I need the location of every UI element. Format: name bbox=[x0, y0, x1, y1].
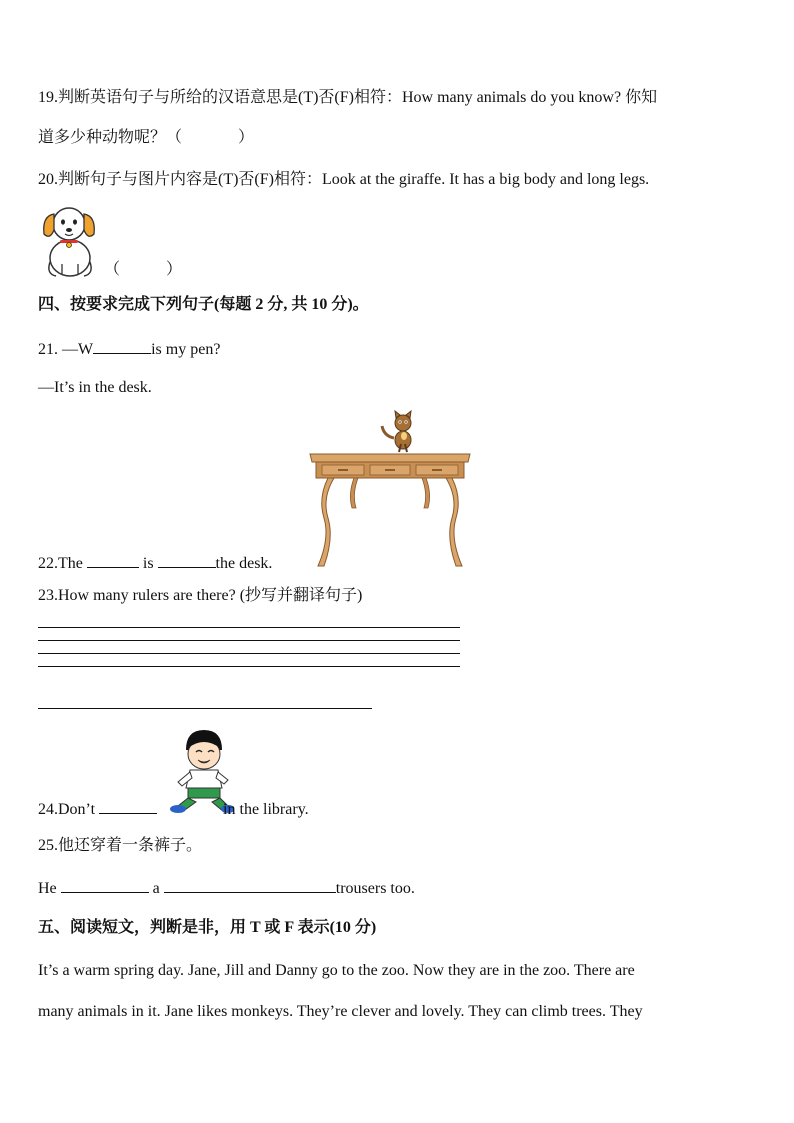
q20-paren-open: （ bbox=[104, 261, 121, 278]
q19-line1: 19.判断英语句子与所给的汉语意思是(T)否(F)相符：How many animals do you know? 你知 bbox=[38, 89, 658, 106]
q23-writing-line-3[interactable] bbox=[38, 653, 460, 654]
q25-question: 25.他还穿着一条裤子。 bbox=[38, 837, 203, 854]
cat-icon bbox=[382, 411, 411, 452]
q22-question bbox=[38, 552, 272, 574]
q20-paren-close: ） bbox=[166, 261, 183, 278]
q23-writing-line-1[interactable] bbox=[38, 627, 460, 628]
q20-answer-paren bbox=[104, 260, 182, 280]
q22-blank-1[interactable] bbox=[87, 552, 139, 568]
q21-answer: —It’s in the desk. bbox=[38, 379, 152, 396]
q24-question bbox=[38, 798, 309, 820]
desk-cat-image bbox=[306, 408, 474, 568]
passage-line-1: It’s a warm spring day. Jane, Jill and Danny go to the zoo. Now they are in the zoo. There are bbox=[38, 962, 635, 979]
q20-text: 20.判断句子与图片内容是(T)否(F)相符：Look at the giraffe. It has a big body and long legs. bbox=[38, 171, 650, 188]
passage-line-2: many animals in it. Jane likes monkeys. They’re clever and lovely. They can climb trees. They bbox=[38, 1003, 643, 1020]
q21-prefix: 21. —W bbox=[38, 341, 94, 358]
q24-blank[interactable] bbox=[99, 798, 157, 814]
q24-part2: in the library. bbox=[223, 801, 309, 818]
q23-writing-line-4[interactable] bbox=[38, 666, 460, 667]
q21-question bbox=[38, 338, 220, 360]
q22-part1: 22.The bbox=[38, 555, 87, 572]
q25-part2: a bbox=[152, 880, 164, 897]
q19-paren-close: ） bbox=[238, 129, 255, 146]
q21-blank[interactable] bbox=[93, 338, 151, 354]
q25-sentence bbox=[38, 877, 415, 899]
q19-line2-text: 道多少种动物呢？（ bbox=[38, 129, 183, 146]
q24-part1: 24.Don’t bbox=[38, 801, 100, 818]
q25-blank-2[interactable] bbox=[164, 877, 336, 893]
puppy-image bbox=[36, 200, 102, 278]
q22-part2: is bbox=[142, 555, 158, 572]
section5-heading: 五、阅读短文，判断是非，用 T 或 F 表示(10 分) bbox=[38, 919, 377, 936]
q25-part1: He bbox=[38, 880, 61, 897]
q25-blank-1[interactable] bbox=[61, 877, 149, 893]
q23-writing-line-2[interactable] bbox=[38, 640, 460, 641]
q25-part3: trousers too. bbox=[335, 880, 415, 897]
q23-question: 23.How many rulers are there? (抄写并翻译句子) bbox=[38, 587, 363, 604]
section4-heading: 四、按要求完成下列句子(每题 2 分, 共 10 分)。 bbox=[38, 296, 369, 313]
q21-suffix: is my pen? bbox=[151, 341, 221, 358]
q22-blank-2[interactable] bbox=[158, 552, 216, 568]
q22-part3: the desk. bbox=[215, 555, 273, 572]
q23-translation-line[interactable] bbox=[38, 708, 372, 709]
q19-line2 bbox=[38, 128, 254, 148]
